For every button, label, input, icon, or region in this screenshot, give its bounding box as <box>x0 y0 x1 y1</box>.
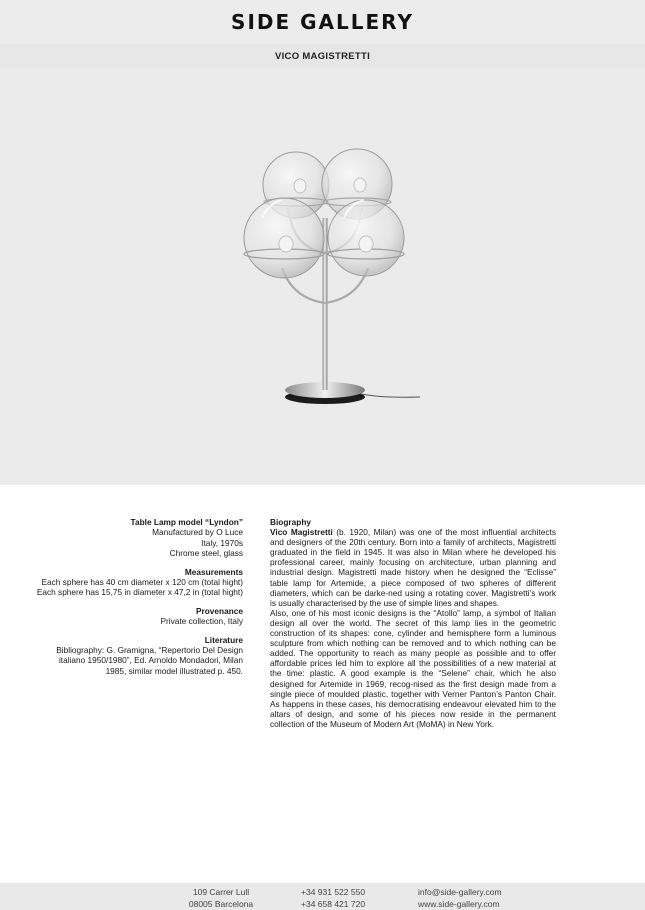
measurement-line: Each sphere has 40 cm diameter x 120 cm (total hight) <box>41 577 243 588</box>
literature-section <box>10 635 243 677</box>
literature-line: 1985, similar model illustrated p. 450. <box>105 665 243 676</box>
website-link[interactable]: www.side-gallery.com <box>418 898 500 909</box>
footer-contact <box>418 887 502 910</box>
footer-address <box>186 887 256 910</box>
lamp-illustration <box>0 68 645 485</box>
origin: Italy, 1970s <box>201 537 243 548</box>
page-header <box>0 0 645 44</box>
provenance-label: Provenance <box>195 605 243 616</box>
manufacturer: Manufactured by O Luce <box>152 527 243 538</box>
literature-line: italiano 1950/1980”, Ed. Arnoldo Mondadori, Milan <box>58 655 243 666</box>
literature-line: Bibliography: G. Gramigna, “Repertorio Del Design <box>56 645 243 656</box>
designer-name: VICO MAGISTRETTI <box>274 50 371 62</box>
product-photo <box>0 68 645 485</box>
email-link[interactable]: info@side-gallery.com <box>418 887 502 897</box>
details-basic <box>10 517 243 559</box>
address-line: 109 Carrer Lull <box>192 887 250 897</box>
literature-label: Literature <box>204 634 243 645</box>
measurements-label: Measurements <box>184 566 243 577</box>
gallery-logo: SIDE GALLERY <box>231 10 414 34</box>
provenance-value: Private collection, Italy <box>160 616 243 627</box>
measurements-section <box>10 567 243 598</box>
measurement-line: Each sphere has 15,75 in diameter x 47,2 in (total hight) <box>36 587 243 598</box>
artwork-details <box>10 517 243 684</box>
provenance-section <box>10 606 243 627</box>
page-footer <box>0 883 645 910</box>
phone-number[interactable]: +34 931 522 550 <box>301 887 366 897</box>
biography-name: Vico Magistretti <box>270 527 333 538</box>
artwork-title: Table Lamp model “Lyndon” <box>130 517 243 527</box>
biography-section <box>270 517 556 729</box>
biography-paragraph: Also, one of his most iconic designs is the “Atollo” lamp, a symbol of Italian design all over the world. The secret of this lamp lies in the geometric construction of its shapes: cone, cylinder and hemisphere form a luminous sculpture from which nothing can be removed and to which nothing can be added. The opportunity to reach as many people as possible and to offer affordable prices led him to explore all the possibilities of a new material at the time: plastic. A good example is the “Selene” chair, which he also designed for Artemide in 1969, recog-nised as the first design made from a single piece of moulded plastic, together with Verner Panton’s Panton Chair. As happens in these cases, his democratising endeavour elevated him to the altars of design, and some of his pieces now reside in the permanent collection of the Museum of Modern Art (MoMA) in New York. <box>270 607 556 729</box>
phone-number[interactable]: +34 658 421 720 <box>301 898 366 909</box>
designer-bar <box>0 44 645 68</box>
footer-phones <box>301 887 365 910</box>
biography-paragraph <box>270 527 556 608</box>
address-line: 08005 Barcelona <box>188 898 254 909</box>
biography-label: Biography <box>270 517 312 527</box>
biography-text: (b. 1920, Milan) was one of the most influential architects and designers of the 20th century. Born into a family of architects, Magistretti graduated in the field in 1945. It was also in Milan where he developed his professional career, mainly focusing on architecture, urban planning and industrial design. Magistretti made history when he designed the “Eclisse” table lamp for Artemide, a piece composed of two spheres of different diameters, which can be darke-ned using a rotating cover. Magistretti’s work is usually characterised by the use of simple lines and shapes. <box>270 527 556 608</box>
materials: Chrome steel, glass <box>169 548 243 559</box>
